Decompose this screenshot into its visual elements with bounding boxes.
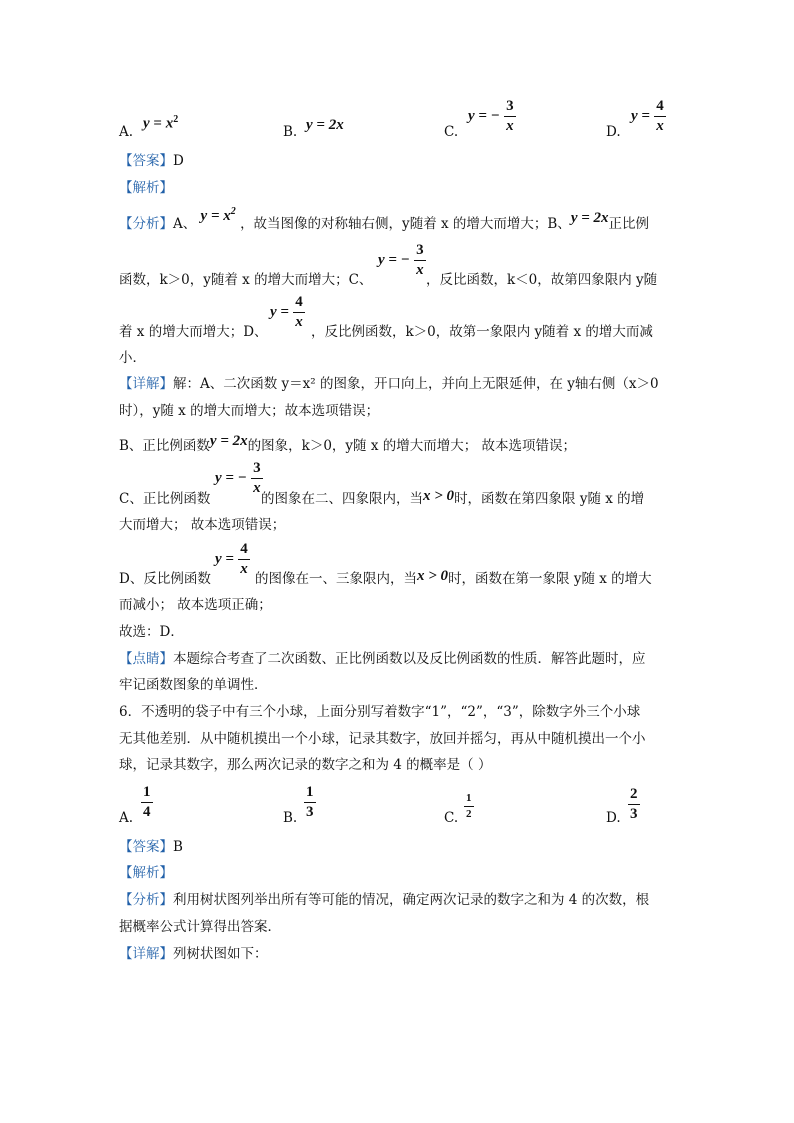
q5-option-d bbox=[606, 124, 621, 140]
q5-xiangjie-line-8: 故选：D． bbox=[119, 624, 184, 640]
q5-fenxi-l3-lhs: y = bbox=[270, 304, 289, 320]
q5-fenxi-m1 bbox=[201, 208, 236, 224]
q5-option-c bbox=[444, 124, 458, 140]
q5-fenxi-l1b: ，故当图像的对称轴右侧，y随着 x 的增大而增大；B、 bbox=[240, 216, 571, 232]
q5-answer-tag: 【答案】 bbox=[119, 153, 173, 169]
q5-analysis-heading: 【解析】 bbox=[119, 180, 173, 196]
q6-d-den: 3 bbox=[630, 806, 638, 822]
q5-xiangjie-line-2: 时），y随 x 的增大而增大；故本选项错误； bbox=[119, 403, 380, 419]
q5-fenxi-l3-fraction bbox=[293, 295, 305, 330]
q5-xiangjie-l6c: 时，函数在第一象限 y随 x 的增大 bbox=[448, 571, 652, 587]
q5-fenxi-l1c: 正比例 bbox=[608, 216, 650, 232]
q5-fenxi-l2-den: x bbox=[416, 262, 424, 278]
q5-xiangjie-l3-math: y = 2x bbox=[209, 433, 248, 449]
q6-xiangjie-line-1 bbox=[119, 942, 268, 962]
q5-xiangjie-l6-math: x > 0 bbox=[417, 568, 449, 584]
q5-option-a-label: A. bbox=[119, 124, 134, 140]
q5-option-c-label: C. bbox=[444, 124, 459, 140]
q5-option-b-formula: y = 2x bbox=[306, 117, 344, 133]
q6-c-num: 1 bbox=[464, 793, 474, 807]
q6-option-a-label: A. bbox=[119, 810, 134, 826]
q5-dianjing-tag: 【点睛】 bbox=[119, 651, 173, 667]
q5-option-d-label: D. bbox=[606, 124, 621, 140]
q5-xiangjie-line-6 bbox=[119, 567, 211, 587]
q5-xiangjie-l3a: B、正比例函数 bbox=[119, 438, 210, 454]
q5-a-exp: 2 bbox=[173, 114, 179, 125]
q5-fenxi-l2-num: 3 bbox=[414, 243, 426, 261]
q6-b-den: 3 bbox=[306, 804, 314, 820]
q6-b-num: 1 bbox=[304, 785, 316, 803]
q5-dianjing-l1: 本题综合考查了二次函数、正比例函数以及反比例函数的性质．解答此题时，应 bbox=[173, 651, 646, 667]
q5-xiangjie-l6-formula bbox=[215, 542, 250, 577]
q5-fenxi-tag: 【分析】 bbox=[119, 216, 173, 232]
q5-xiangjie-line-7: 而减小； 故本选项正确； bbox=[119, 597, 272, 613]
q5-fenxi-l2-fraction bbox=[414, 243, 426, 278]
q6-answer-tag: 【答案】 bbox=[119, 839, 173, 855]
q5-xiangjie-l4-math: x > 0 bbox=[423, 488, 455, 504]
q5-xiangjie-l6-num: 4 bbox=[238, 542, 250, 560]
q5-option-c-formula bbox=[468, 99, 516, 134]
q5-fenxi-l3-rest: ，反比例函数，k＞0，故第一象限内 y随着 x 的增大而减 bbox=[311, 324, 653, 340]
q6-fenxi-line-2: 据概率公式计算得出答案． bbox=[119, 919, 281, 935]
q5-xiangjie-line-5: 大而增大； 故本选项错误； bbox=[119, 517, 286, 533]
q6-option-c-label: C. bbox=[444, 810, 459, 826]
q5-fenxi-line-4: 小． bbox=[119, 350, 146, 366]
q5-c-den: x bbox=[506, 118, 514, 134]
q5-xiangjie-l4-rest bbox=[261, 487, 644, 508]
q5-xiangjie-l4-lhs: y = − bbox=[215, 470, 247, 486]
q5-fenxi-l1a: A、 bbox=[173, 216, 197, 232]
q5-option-a bbox=[119, 124, 133, 140]
q5-fenxi-line-2 bbox=[119, 268, 372, 288]
q5-c-lhs: y = − bbox=[468, 108, 500, 124]
q5-xiangjie-l4c: 时，函数在第四象限 y随 x 的增 bbox=[454, 491, 645, 507]
q6-fenxi-l1: 利用树状图列举出所有等可能的情况，确定两次记录的数字之和为 4 的次数，根 bbox=[173, 892, 650, 908]
q6-option-d-label: D. bbox=[606, 810, 621, 826]
q5-a-base: x bbox=[165, 115, 174, 132]
q5-d-den: x bbox=[656, 118, 664, 134]
q5-fenxi-m2: y = 2x bbox=[570, 210, 609, 226]
q6-fenxi-line-1 bbox=[119, 888, 649, 908]
q6-answer-value: B bbox=[173, 839, 183, 855]
q5-answer bbox=[119, 149, 184, 169]
q5-fenxi-l2-formula bbox=[378, 243, 426, 278]
q5-xiangjie-l4a: C、正比例函数 bbox=[119, 491, 211, 507]
q6-a-den: 4 bbox=[143, 804, 151, 820]
q5-fenxi-l2-lhs: y = − bbox=[378, 252, 410, 268]
q5-d-lhs: y = bbox=[631, 108, 650, 124]
q6-d-num: 2 bbox=[628, 787, 640, 805]
q5-xiangjie-l6-fraction bbox=[238, 542, 250, 577]
q6-c-den: 2 bbox=[466, 808, 472, 820]
q5-xiangjie-l4-formula bbox=[215, 461, 263, 496]
q6-option-b-label: B. bbox=[283, 810, 298, 826]
q5-fenxi-m1-exp: 2 bbox=[230, 206, 236, 217]
q5-dianjing-line-1 bbox=[119, 647, 646, 667]
q6-option-b bbox=[283, 810, 297, 826]
q6-option-a-fraction bbox=[141, 785, 153, 820]
q5-d-num: 4 bbox=[654, 99, 666, 117]
q5-xiangjie-l4-num: 3 bbox=[251, 461, 263, 479]
q5-c-num: 3 bbox=[504, 99, 516, 117]
q5-xiangjie-l6a: D、反比例函数 bbox=[119, 571, 211, 587]
q5-fenxi-l3-num: 4 bbox=[293, 295, 305, 313]
q6-option-c-fraction bbox=[464, 793, 474, 820]
q5-answer-value: D bbox=[173, 153, 184, 169]
q6-xiangjie-tag: 【详解】 bbox=[119, 946, 173, 962]
q6-xiangjie-l1: 列树状图如下： bbox=[173, 946, 268, 962]
q5-option-d-formula bbox=[631, 99, 666, 134]
q6-answer bbox=[119, 835, 183, 855]
q5-xiangjie-l4b: 的图象在二、四象限内，当 bbox=[261, 491, 423, 507]
q5-option-a-formula bbox=[143, 114, 178, 133]
q5-xiangjie-l6-lhs: y = bbox=[215, 551, 234, 567]
q6-option-c bbox=[444, 810, 458, 826]
q5-option-b-label: B. bbox=[283, 124, 298, 140]
q6-stem-line-1: 6．不透明的袋子中有三个小球，上面分别写着数字“1”，“2”，“3”，除数字外三个小球 bbox=[119, 704, 641, 720]
q5-xiangjie-line-3 bbox=[119, 434, 576, 455]
q5-xiangjie-l6b: 的图像在一、三象限内，当 bbox=[255, 571, 417, 587]
q6-fenxi-tag: 【分析】 bbox=[119, 892, 173, 908]
q6-stem-line-3: 球，记录其数字，那么两次记录的数字之和为 4 的概率是（ ） bbox=[119, 757, 492, 773]
q5-a-eq: = bbox=[149, 115, 166, 132]
q5-fenxi-l3-formula bbox=[270, 295, 305, 330]
q5-xiangjie-tag: 【详解】 bbox=[119, 376, 173, 392]
q5-fenxi-l2a: 函数，k＞0，y随着 x 的增大而增大；C、 bbox=[119, 272, 373, 288]
q6-a-num: 1 bbox=[141, 785, 153, 803]
q5-fenxi-line-3 bbox=[119, 320, 268, 340]
q5-fenxi-l3-den: x bbox=[295, 314, 303, 330]
q5-xiangjie-l4-den: x bbox=[253, 480, 261, 496]
q5-fenxi-l2-rest: ，反比函数，k＜0，故第四象限内 y随 bbox=[426, 272, 658, 288]
q6-analysis-heading: 【解析】 bbox=[119, 865, 173, 881]
q5-fenxi-line-1 bbox=[119, 206, 650, 233]
q5-c-fraction bbox=[504, 99, 516, 134]
q6-stem-line-2: 无其他差别．从中随机摸出一个小球，记录其数字，放回并摇匀，再从中随机摸出一个小 bbox=[119, 731, 646, 747]
q6-option-b-fraction bbox=[304, 785, 316, 820]
q5-fenxi-m1-text: y = x bbox=[200, 208, 231, 224]
q5-xiangjie-l1: 解：A、二次函数 y＝x² 的图象，开口向上，并向上无限延伸，在 y轴右侧（x＞0 bbox=[173, 376, 659, 392]
q5-fenxi-l3a: 着 x 的增大而增大；D、 bbox=[119, 324, 268, 340]
q5-xiangjie-l6-rest bbox=[255, 567, 652, 588]
q5-a-lhs: y bbox=[143, 115, 150, 132]
q5-xiangjie-line-1 bbox=[119, 372, 659, 392]
q5-xiangjie-l6-den: x bbox=[240, 561, 248, 577]
q5-d-fraction bbox=[654, 99, 666, 134]
q6-option-d-fraction bbox=[628, 787, 640, 822]
q5-option-b bbox=[283, 124, 297, 140]
q5-xiangjie-l3b: 的图象，k＞0，y随 x 的增大而增大； 故本选项错误； bbox=[247, 438, 577, 454]
q6-option-d bbox=[606, 810, 621, 826]
q6-option-a bbox=[119, 810, 133, 826]
q5-xiangjie-line-4 bbox=[119, 487, 210, 507]
q5-dianjing-line-2: 牢记函数图象的单调性． bbox=[119, 677, 268, 693]
